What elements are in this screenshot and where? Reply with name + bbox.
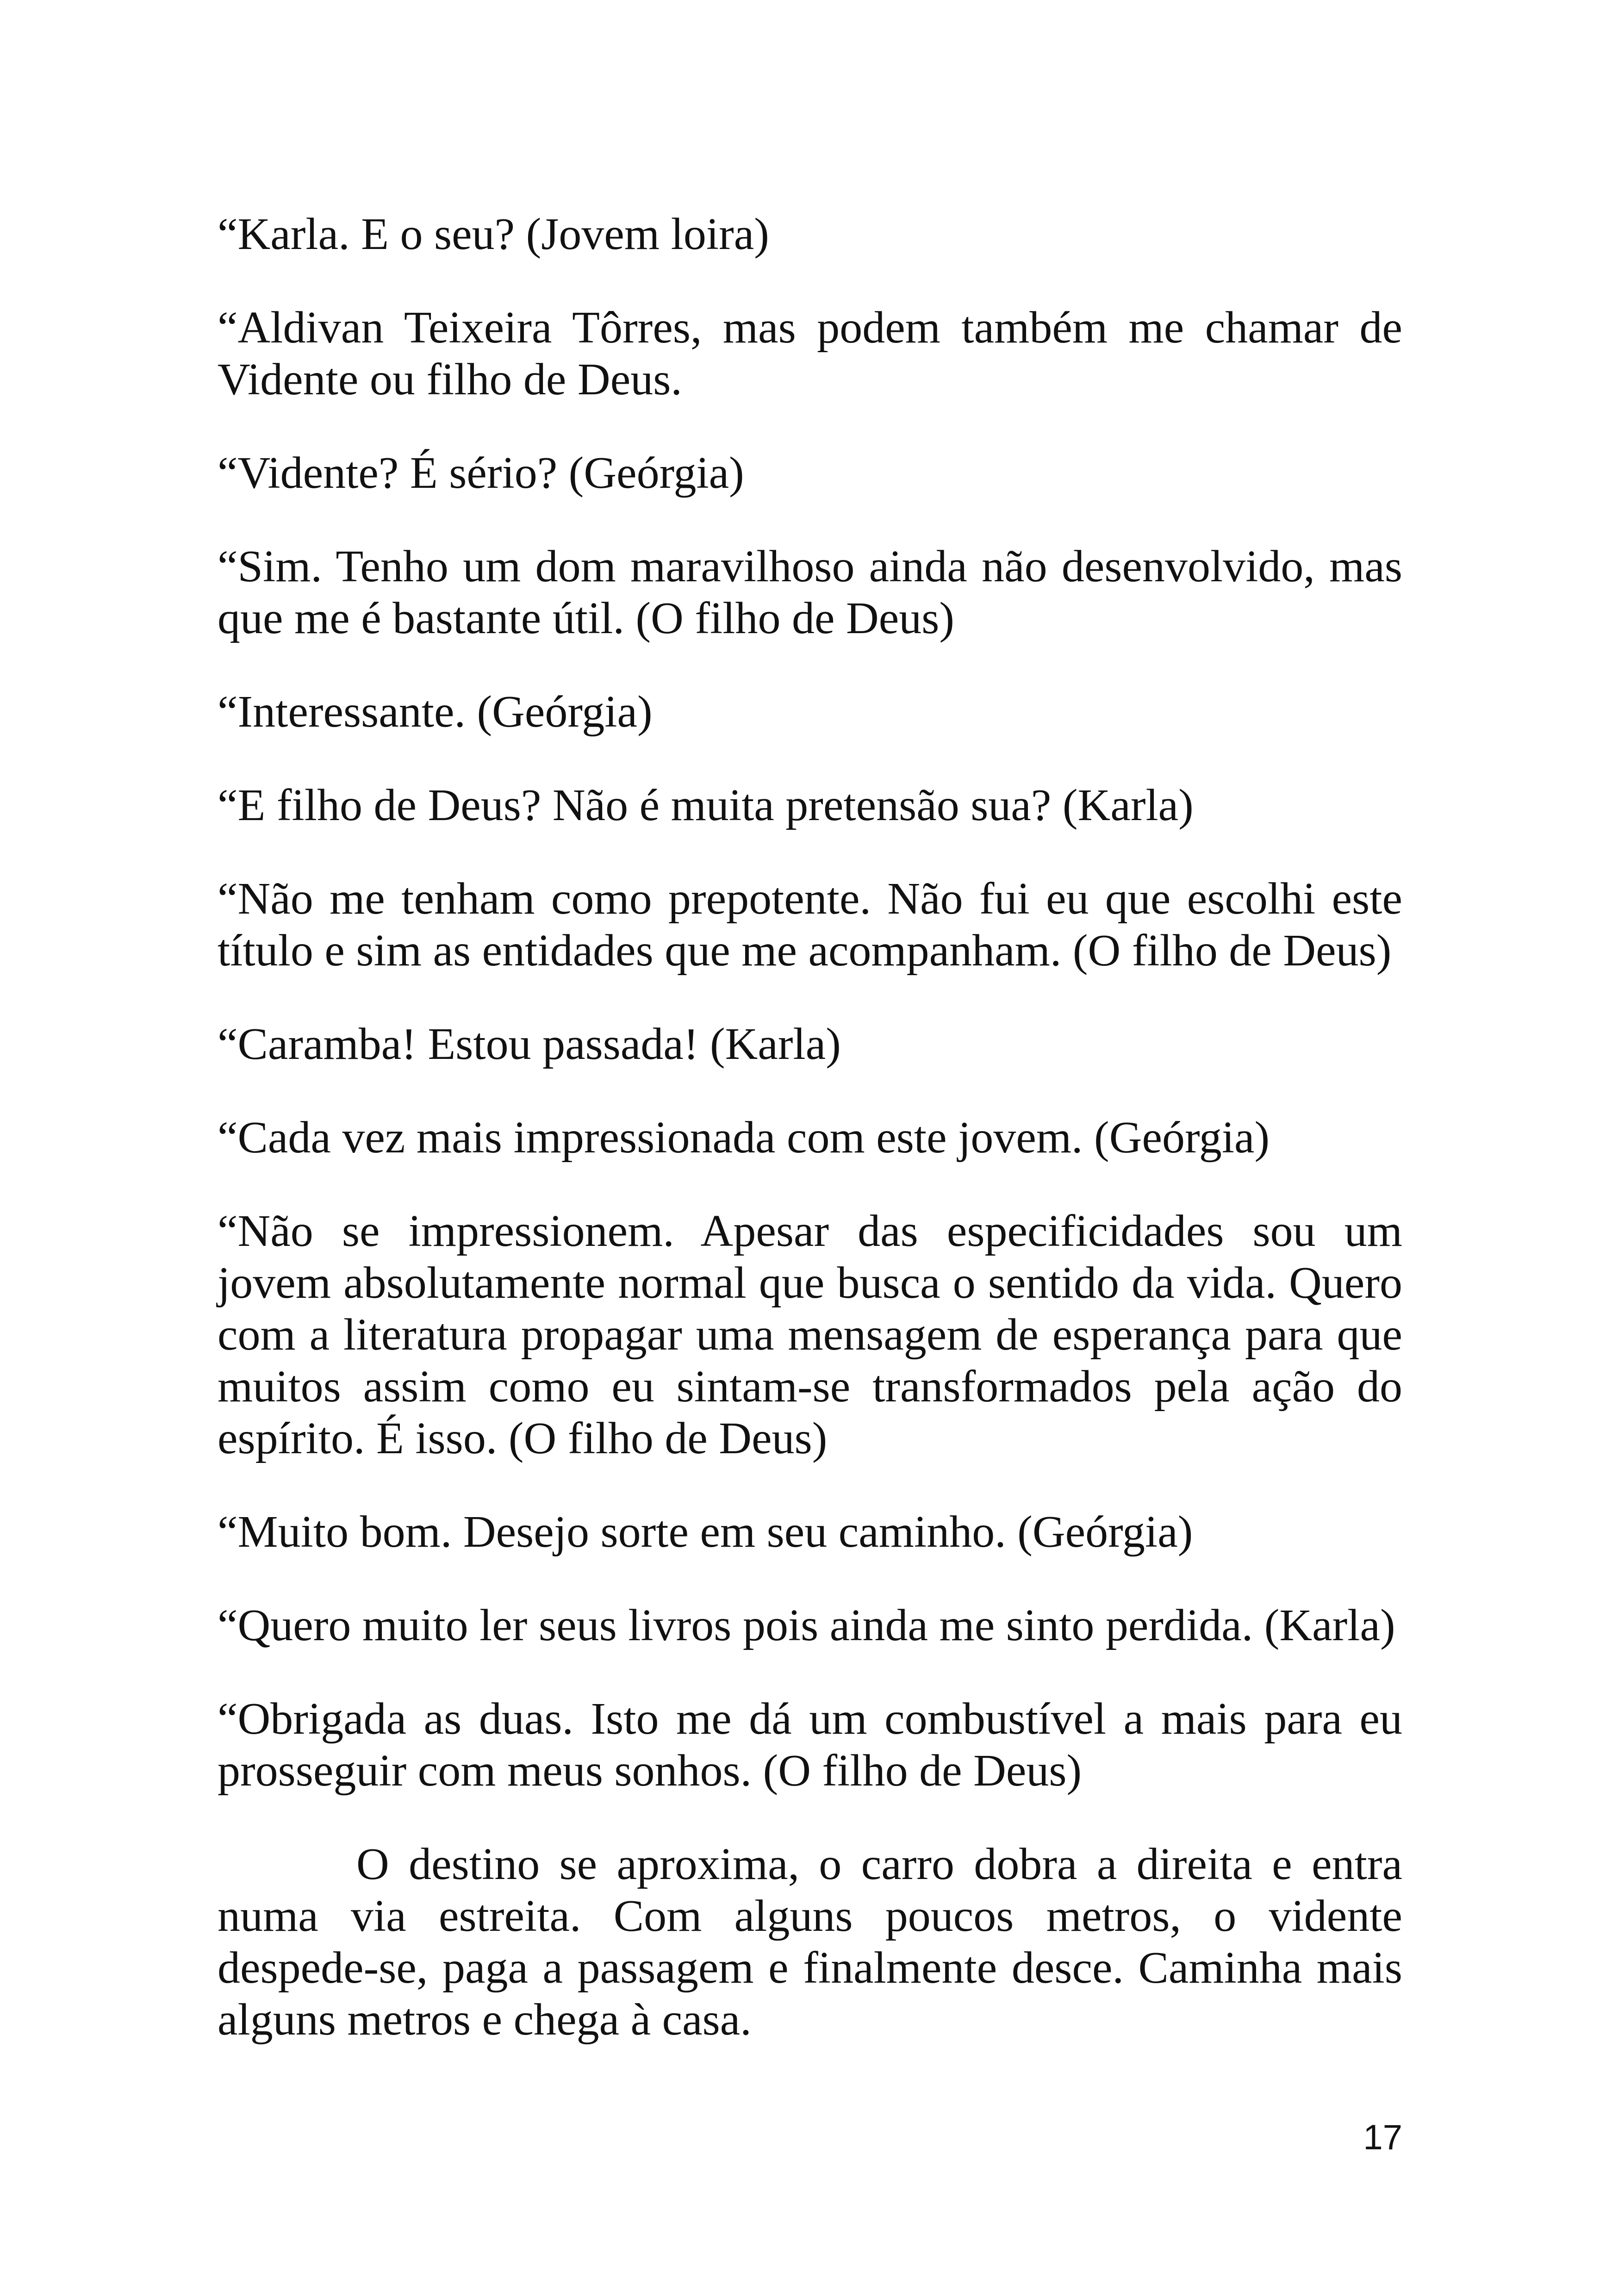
dialogue-paragraph: “Cada vez mais impressionada com este jovem. (Geórgia) xyxy=(218,1113,1270,1163)
dialogue-paragraph: “E filho de Deus? Não é muita pretensão sua? (Karla) xyxy=(218,780,1194,830)
dialogue-paragraph: “Quero muito ler seus livros pois ainda me sinto perdida. (Karla) xyxy=(218,1600,1395,1650)
dialogue-paragraph: “Caramba! Estou passada! (Karla) xyxy=(218,1019,841,1069)
dialogue-paragraph: “Interessante. (Geórgia) xyxy=(218,687,653,737)
dialogue-paragraph: “Não me tenham como prepotente. Não fui eu que escolhi este título e sim as entidades que me acompanham. (O filho de Deus) xyxy=(218,874,1402,976)
dialogue-paragraph: “Karla. E o seu? (Jovem loira) xyxy=(218,209,769,259)
dialogue-paragraph: “Obrigada as duas. Isto me dá um combustível a mais para eu prosseguir com meus sonhos. (O filho de Deus) xyxy=(218,1694,1402,1796)
dialogue-paragraph: “Aldivan Teixeira Tôrres, mas podem também me chamar de Vidente ou filho de Deus. xyxy=(218,303,1402,404)
dialogue-paragraph: “Muito bom. Desejo sorte em seu caminho. (Geórgia) xyxy=(218,1507,1193,1557)
page-number: 17 xyxy=(1363,2118,1402,2157)
dialogue-paragraph: “Vidente? É sério? (Geórgia) xyxy=(218,448,744,498)
narrative-paragraph: O destino se aproxima, o carro dobra a direita e entra numa via estreita. Com alguns poucos metros, o vidente despede-se, paga a passagem e finalmente desce. Caminha mais alguns metros e chega à casa. xyxy=(218,1839,1402,2045)
dialogue-paragraph: “Não se impressionem. Apesar das especificidades sou um jovem absolutamente normal que busca o sentido da vida. Quero com a literatura propagar uma mensagem de esperança para que muitos assim como eu sintam-se transformados pela ação do espírito. É isso. (O filho de Deus) xyxy=(218,1206,1402,1463)
body-text xyxy=(218,208,1402,2087)
dialogue-paragraph: “Sim. Tenho um dom maravilhoso ainda não desenvolvido, mas que me é bastante útil. (O filho de Deus) xyxy=(218,541,1402,643)
